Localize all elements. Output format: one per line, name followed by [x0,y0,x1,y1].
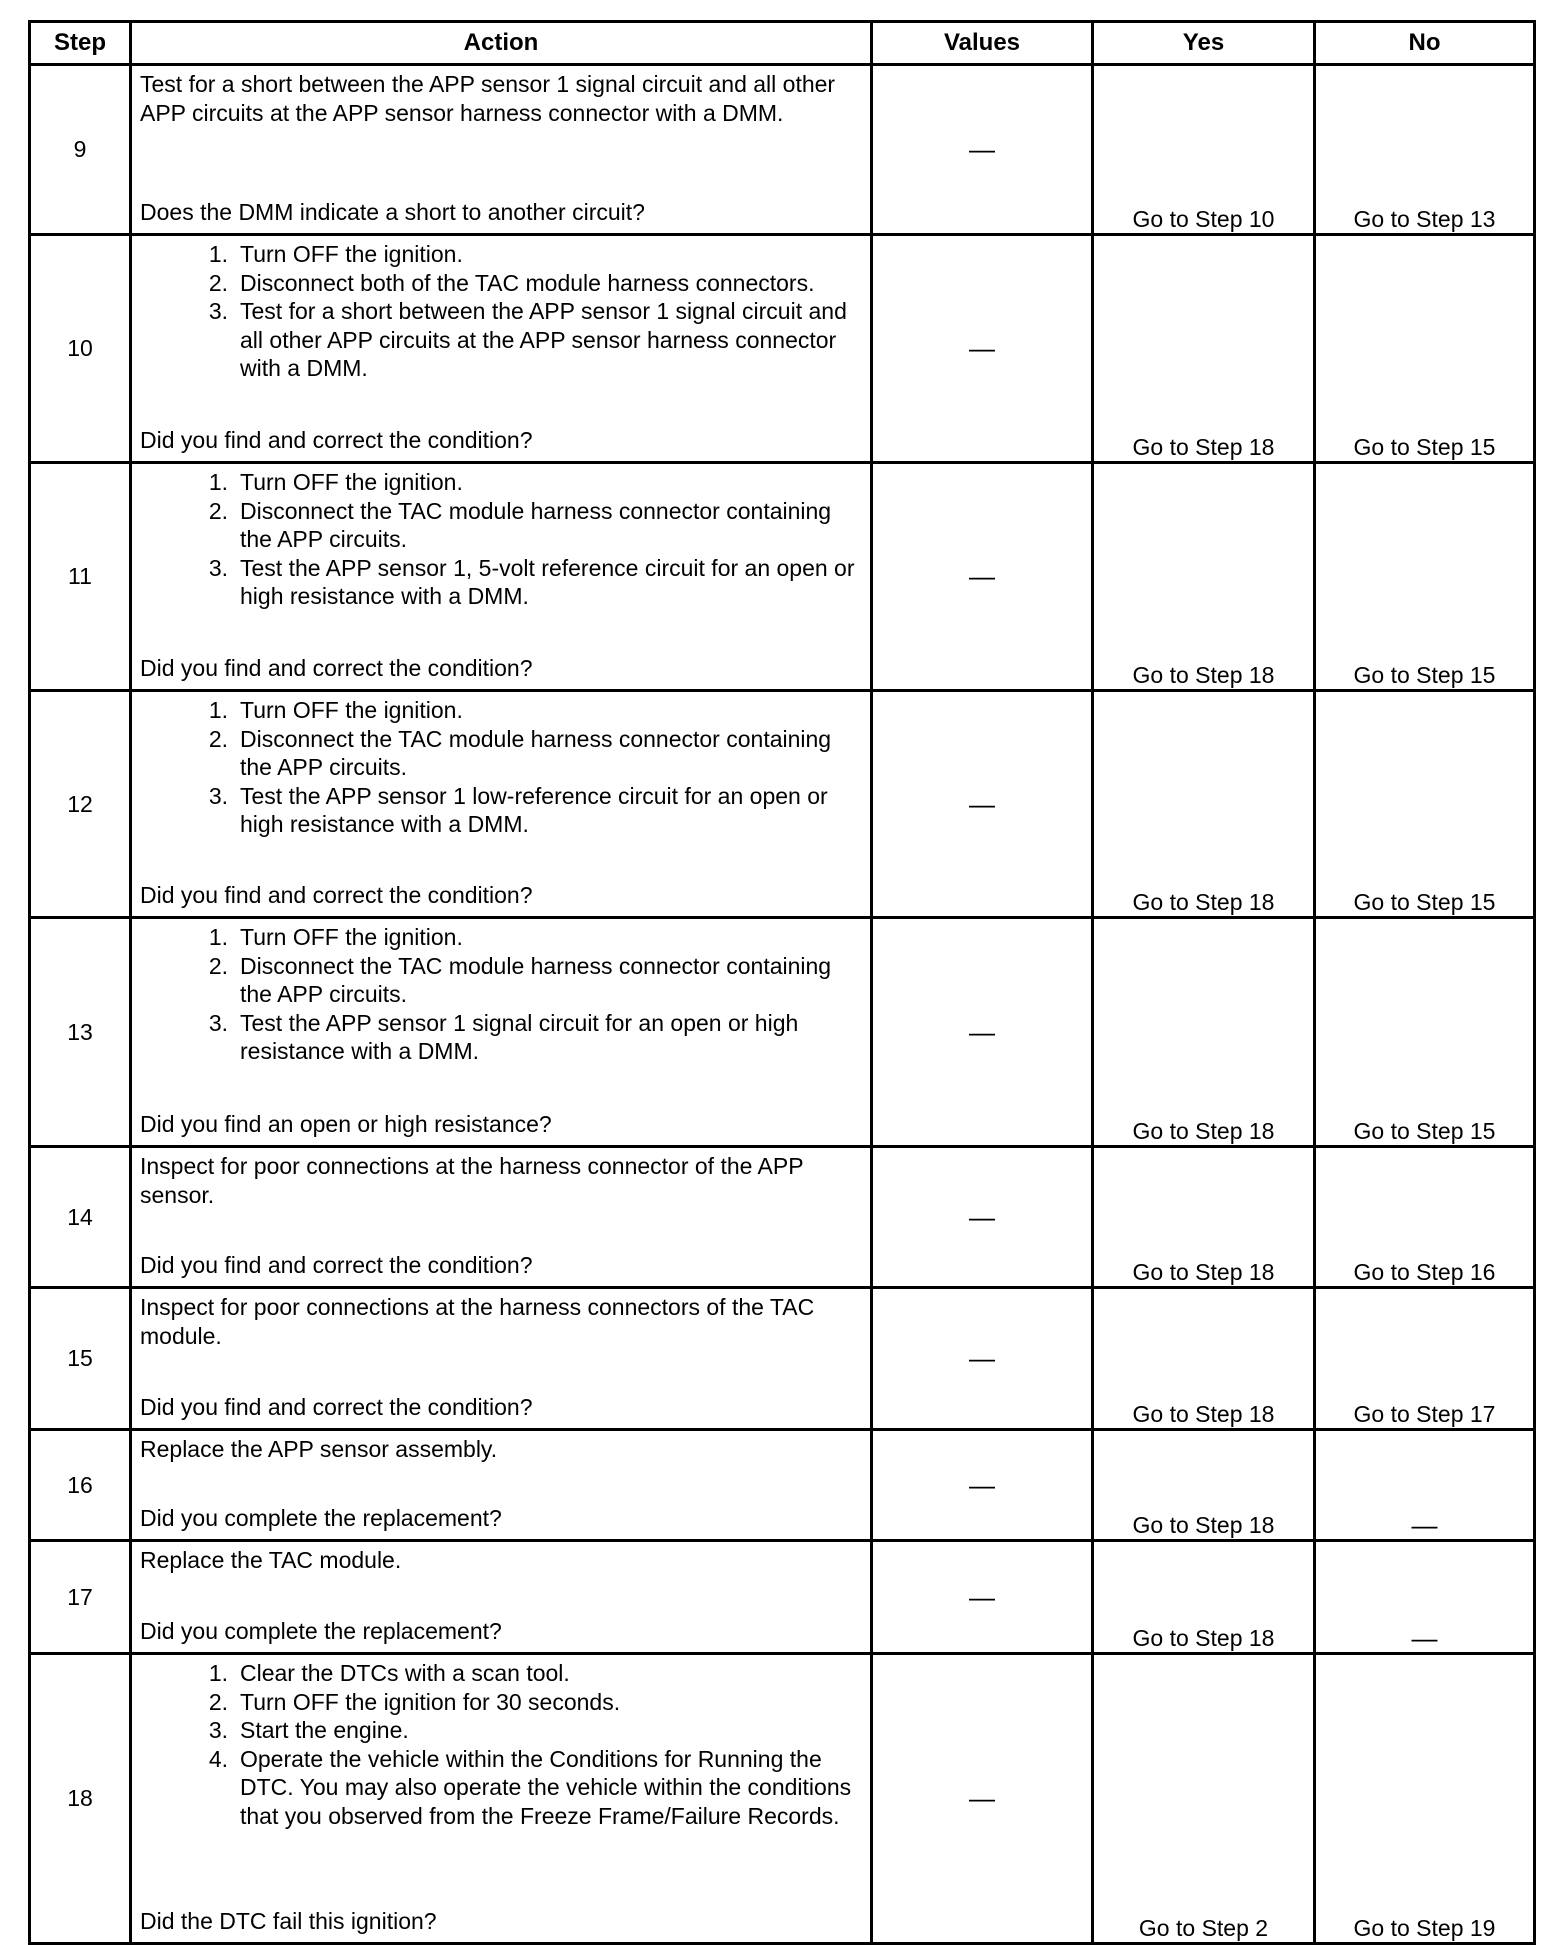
action-cell [131,463,872,691]
action-step-item [140,269,862,298]
action-step-text: Turn OFF the ignition. [240,241,463,267]
no-goto: Go to Step 19 [1315,1654,1535,1944]
action-step-text: Start the engine. [240,1717,409,1743]
action-step-item [140,1009,862,1066]
values-cell: — [872,463,1093,691]
action-step-number: 1. [208,924,228,950]
action-step-item [140,240,862,269]
table-body [30,65,1535,1944]
step-number: 17 [30,1541,131,1654]
step-number: 15 [30,1288,131,1430]
yes-goto: Go to Step 18 [1093,691,1315,918]
values-cell: — [872,1288,1093,1430]
step-number: 18 [30,1654,131,1944]
table-row [30,1541,1535,1654]
no-goto: Go to Step 15 [1315,918,1535,1147]
action-step-text: Disconnect the TAC module harness connector containing the APP circuits. [240,725,832,780]
values-cell: — [872,1654,1093,1944]
step-number: 16 [30,1430,131,1541]
header-action: Action [131,22,872,65]
table-row [30,1654,1535,1944]
action-step-text: Clear the DTCs with a scan tool. [240,1660,570,1686]
action-step-number: 2. [208,1688,228,1715]
action-text: Replace the APP sensor assembly. [140,1436,498,1462]
action-step-number: 3. [208,782,228,809]
yes-goto: Go to Step 18 [1093,1147,1315,1288]
table-row [30,1430,1535,1541]
step-number: 9 [30,65,131,235]
table-row [30,1147,1535,1288]
action-step-item [140,696,862,725]
action-step-item [140,1745,862,1831]
action-question: Did you complete the replacement? [140,1504,502,1531]
action-step-number: 2. [208,952,228,979]
action-question: Did you find and correct the condition? [140,881,533,908]
action-step-item [140,923,862,952]
action-question: Did you find and correct the condition? [140,654,533,681]
step-number: 13 [30,918,131,1147]
action-step-item [140,725,862,782]
action-step-number: 1. [208,469,228,495]
action-step-number: 2. [208,725,228,752]
action-step-item [140,468,862,497]
action-step-text: Test for a short between the APP sensor 1 signal circuit and all other APP circuits at the APP sensor harness connector with a DMM. [240,298,847,381]
action-step-number: 2. [208,497,228,524]
action-step-number: 3. [208,1717,228,1743]
no-goto: Go to Step 16 [1315,1147,1535,1288]
step-number: 10 [30,235,131,463]
yes-goto: Go to Step 18 [1093,463,1315,691]
values-cell: — [872,1147,1093,1288]
action-step-text: Test the APP sensor 1 signal circuit for an open or high resistance with a DMM. [240,1009,799,1064]
action-cell [131,65,872,235]
action-text: Replace the TAC module. [140,1547,402,1573]
action-text: Inspect for poor connections at the harness connector of the APP sensor. [140,1153,804,1208]
action-cell [131,1288,872,1430]
header-yes: Yes [1093,22,1315,65]
table-row [30,65,1535,235]
action-step-item [140,554,862,611]
yes-goto: Go to Step 18 [1093,235,1315,463]
header-values: Values [872,22,1093,65]
action-cell [131,1654,872,1944]
action-cell [131,1541,872,1654]
table-row [30,235,1535,463]
header-row [30,22,1535,65]
action-question: Does the DMM indicate a short to another circuit? [140,198,645,225]
action-step-number: 4. [208,1745,228,1772]
action-step-list [140,1659,862,1830]
no-goto: Go to Step 15 [1315,235,1535,463]
action-question: Did you find and correct the condition? [140,1251,533,1278]
table-row [30,691,1535,918]
action-question: Did you find an open or high resistance? [140,1110,552,1137]
yes-goto: Go to Step 18 [1093,1288,1315,1430]
action-step-list [140,923,862,1066]
action-step-item [140,297,862,383]
action-step-text: Turn OFF the ignition. [240,697,463,723]
action-question: Did the DTC fail this ignition? [140,1907,437,1934]
action-text: Test for a short between the APP sensor 1 signal circuit and all other APP circuits at the APP sensor harness connector with a DMM. [140,71,836,126]
no-goto: Go to Step 13 [1315,65,1535,235]
action-step-text: Turn OFF the ignition. [240,924,463,950]
action-step-item [140,1659,862,1688]
action-step-number: 3. [208,298,228,324]
action-cell [131,1147,872,1288]
values-cell: — [872,1541,1093,1654]
action-cell [131,918,872,1147]
action-question: Did you find and correct the condition? [140,426,533,453]
no-goto: Go to Step 15 [1315,463,1535,691]
action-cell [131,691,872,918]
action-step-text: Disconnect the TAC module harness connector containing the APP circuits. [240,497,832,552]
table-row [30,918,1535,1147]
action-step-text: Test the APP sensor 1, 5-volt reference circuit for an open or high resistance with a DMM. [240,554,855,609]
action-step-text: Disconnect both of the TAC module harness connectors. [240,269,815,296]
action-cell [131,1430,872,1541]
action-step-number: 1. [208,1660,228,1686]
action-step-list [140,468,862,611]
yes-goto: Go to Step 18 [1093,918,1315,1147]
action-step-number: 2. [208,269,228,296]
values-cell: — [872,65,1093,235]
no-goto: — [1315,1541,1535,1654]
action-step-item [140,782,862,839]
action-step-item [140,497,862,554]
action-step-text: Disconnect the TAC module harness connector containing the APP circuits. [240,952,832,1007]
diagnostic-table [28,20,1536,1945]
no-goto: Go to Step 17 [1315,1288,1535,1430]
table-row [30,463,1535,691]
yes-goto: Go to Step 18 [1093,1541,1315,1654]
no-goto: Go to Step 15 [1315,691,1535,918]
action-step-item [140,952,862,1009]
values-cell: — [872,235,1093,463]
step-number: 14 [30,1147,131,1288]
action-step-text: Turn OFF the ignition. [240,469,463,495]
values-cell: — [872,1430,1093,1541]
action-question: Did you complete the replacement? [140,1617,502,1644]
header-step: Step [30,22,131,65]
yes-goto: Go to Step 2 [1093,1654,1315,1944]
action-step-text: Test the APP sensor 1 low-reference circuit for an open or high resistance with a DMM. [240,782,828,837]
table-row [30,1288,1535,1430]
step-number: 12 [30,691,131,918]
yes-goto: Go to Step 10 [1093,65,1315,235]
action-step-item [140,1688,862,1717]
yes-goto: Go to Step 18 [1093,1430,1315,1541]
action-question: Did you find and correct the condition? [140,1393,533,1420]
step-number: 11 [30,463,131,691]
no-goto: — [1315,1430,1535,1541]
values-cell: — [872,691,1093,918]
action-step-list [140,240,862,383]
action-step-number: 1. [208,697,228,723]
action-text: Inspect for poor connections at the harness connectors of the TAC module. [140,1294,815,1349]
values-cell: — [872,918,1093,1147]
action-step-number: 3. [208,1009,228,1036]
header-no: No [1315,22,1535,65]
action-step-item [140,1716,862,1745]
action-step-list [140,696,862,839]
action-step-number: 3. [208,554,228,581]
action-step-text: Operate the vehicle within the Conditions for Running the DTC. You may also operate the vehicle within the conditions that you observed from the Freeze Frame/Failure Records. [240,1745,852,1829]
action-step-number: 1. [208,241,228,267]
action-step-text: Turn OFF the ignition for 30 seconds. [240,1688,621,1715]
action-cell [131,235,872,463]
